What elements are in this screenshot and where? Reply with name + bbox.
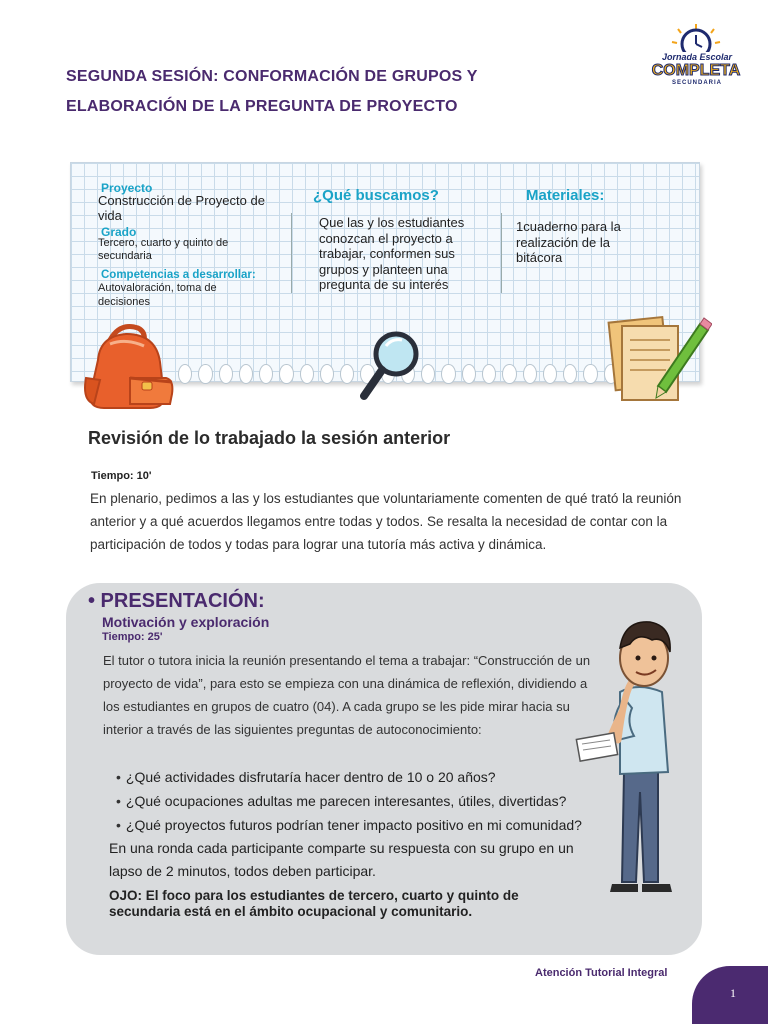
presentation-paragraph: El tutor o tutora inicia la reunión presentando el tema a trabajar: “Construcción de un proyecto de vida”, para esto se empieza con una dinámica de reflexión, dividiendo a los estudiantes en grupos de cuatro (04). A cada grupo se les pide mirar hacia su interior a través de las siguientes preguntas de autoconocimiento: (103, 653, 591, 737)
page-title-line2: ELABORACIÓN DE LA PREGUNTA DE PROYECTO (66, 98, 458, 115)
presentation-subheading: Motivación y exploración (102, 614, 270, 630)
proyecto-value: Construcción de Proyecto de vida (98, 193, 265, 223)
grado-label: Grado (101, 225, 137, 239)
presentation-heading: • PRESENTACIÓN: (88, 590, 265, 612)
page-number: 1 (730, 986, 736, 1000)
list-item: • ¿Qué proyectos futuros podrían tener impacto positivo en mi comunidad? (116, 813, 596, 837)
thinking-student-illustration (572, 612, 698, 907)
column-divider (291, 213, 292, 293)
magnifier-icon (356, 328, 426, 409)
column-divider (501, 213, 502, 293)
page-title-line1: SEGUNDA SESIÓN: CONFORMACIÓN DE GRUPOS Y (66, 68, 478, 85)
proyecto-label: Proyecto (101, 181, 153, 195)
buscamos-label: ¿Qué buscamos? (313, 187, 439, 204)
materiales-label: Materiales: (526, 187, 605, 204)
grado-value: Tercero, cuarto y quinto de secundaria (98, 237, 229, 262)
questions-list (116, 765, 596, 837)
footer-label: Atención Tutorial Integral (535, 967, 668, 979)
review-time: Tiempo: 10' (91, 470, 152, 482)
backpack-icon (80, 320, 176, 415)
list-item: • ¿Qué ocupaciones adultas me parecen interesantes, útiles, divertidas? (116, 789, 596, 813)
buscamos-value: Que las y los estudiantes conozcan el proyecto a trabajar, conformen sus grupos y planteen una pregunta de su interés (319, 215, 465, 292)
ronda-paragraph: En una ronda cada participante comparte su respuesta con su grupo en un lapso de 2 minutos, todos deben participar. (109, 840, 574, 879)
papers-pencil-icon (606, 314, 712, 411)
competencias-label: Competencias a desarrollar: (101, 269, 256, 281)
review-heading: Revisión de lo trabajado la sesión anterior (88, 428, 451, 448)
list-item: • ¿Qué actividades disfrutaría hacer dentro de 10 o 20 años? (116, 765, 596, 789)
competencias-value: Autovaloración, toma de decisiones (98, 282, 217, 308)
materiales-value: 1cuaderno para la realización de la bitácora (516, 219, 621, 265)
presentation-time: Tiempo: 25' (102, 631, 163, 643)
review-paragraph: En plenario, pedimos a las y los estudiantes que voluntariamente comenten de qué trató la reunión anterior y a qué acuerdos llegamos entre todas y todos. Se resalta la necesidad de contar con la participación de todos y todas para lograr una tutoría más activa y dinámica. (90, 491, 682, 552)
jornada-escolar-logo: Jornada Escolar COMPLETA SECUNDARIA (644, 22, 748, 92)
ojo-note: OJO: El foco para los estudiantes de tercero, cuarto y quinto de secundaria está en el ámbito ocupacional y comunitario. (109, 888, 519, 919)
